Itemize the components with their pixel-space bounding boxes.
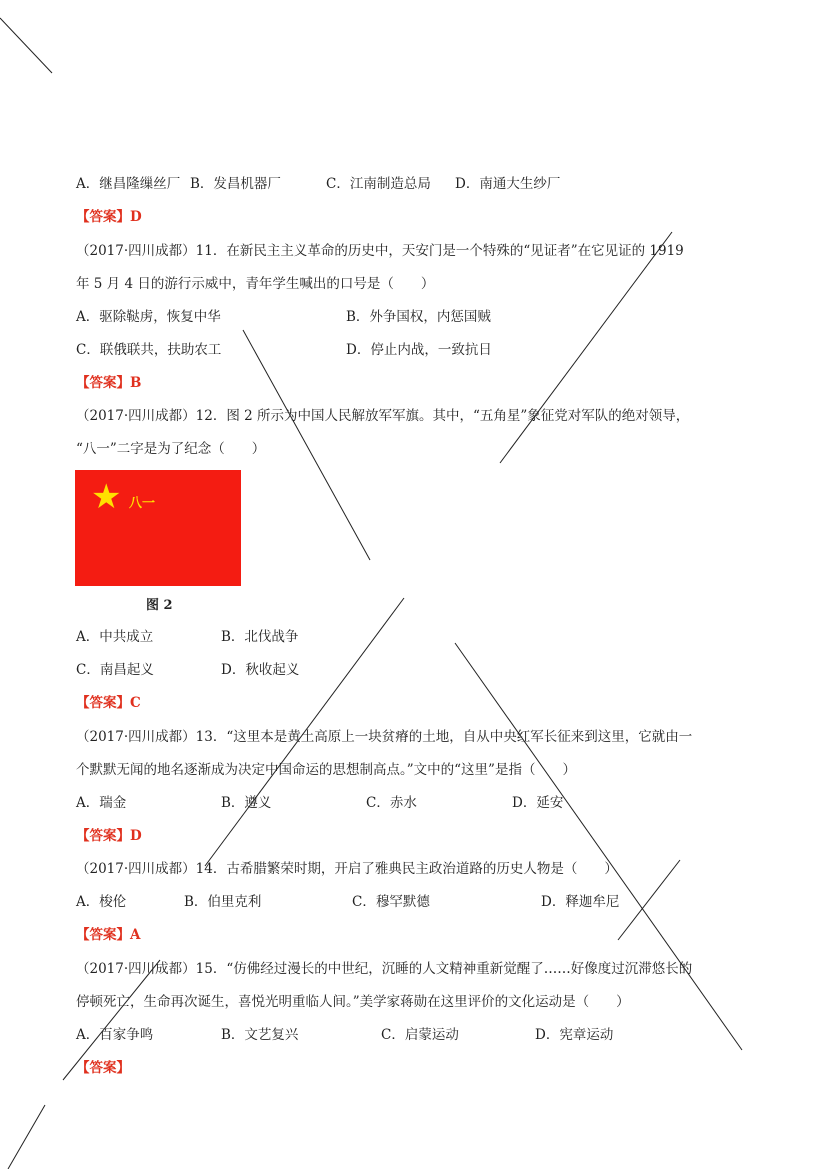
- q15-option-c: C．启蒙运动: [381, 1027, 459, 1043]
- q14-option-c: C．穆罕默德: [352, 894, 430, 910]
- q10-answer: 【答案】D: [76, 209, 142, 225]
- q15-answer: 【答案】: [76, 1060, 130, 1076]
- q15-stem-line1: （2017·四川成都）15．“仿佛经过漫长的中世纪，沉睡的人文精神重新觉醒了……好像度过沉滞悠长的: [76, 961, 693, 977]
- q11-option-d: D．停止内战，一致抗日: [346, 342, 492, 358]
- q15-option-a: A．百家争鸣: [76, 1027, 154, 1043]
- q12-option-b: B．北伐战争: [221, 629, 299, 645]
- q11-stem-line2: 年 5 月 4 日的游行示威中，青年学生喊出的口号是（ ）: [76, 276, 435, 292]
- q14-option-a: A．梭伦: [76, 894, 127, 910]
- q10-option-d: D．南通大生纱厂: [455, 176, 561, 192]
- q10-option-c: C．江南制造总局: [326, 176, 431, 192]
- q15-option-b: B．文艺复兴: [221, 1027, 299, 1043]
- q13-option-b: B．遵义: [221, 795, 272, 811]
- q13-answer: 【答案】D: [76, 828, 142, 844]
- q13-option-d: D．延安: [512, 795, 564, 811]
- q12-option-a: A．中共成立: [76, 629, 154, 645]
- q14-option-b: B．伯里克利: [184, 894, 262, 910]
- q14-answer: 【答案】A: [76, 927, 141, 943]
- q13-option-c: C．赤水: [366, 795, 417, 811]
- q11-option-c: C．联俄联共，扶助农工: [76, 342, 222, 358]
- q13-stem-line2: 个默默无闻的地名逐渐成为决定中国命运的思想制高点。”文中的“这里”是指（ ）: [76, 762, 576, 778]
- q12-option-d: D．秋收起义: [221, 662, 300, 678]
- q15-option-d: D．宪章运动: [535, 1027, 614, 1043]
- q15-stem-line2: 停顿死亡，生命再次诞生，喜悦光明重临人间。”美学家蒋勋在这里评价的文化运动是（ ）: [76, 994, 630, 1010]
- q14-stem-line1: （2017·四川成都）14．古希腊繁荣时期，开启了雅典民主政治道路的历史人物是（ ）: [76, 861, 618, 877]
- q11-option-a: A．驱除鞑虏，恢复中华: [76, 309, 221, 325]
- figure-caption: 图 2: [146, 598, 173, 613]
- q13-option-a: A．瑞金: [76, 795, 127, 811]
- q13-stem-line1: （2017·四川成都）13．“这里本是黄土高原上一块贫瘠的土地，自从中央红军长征来到这里，它就由一: [76, 729, 693, 745]
- q11-stem-line1: （2017·四川成都）11．在新民主主义革命的历史中，天安门是一个特殊的“见证者”在它见证的 1919: [76, 243, 684, 259]
- q12-answer: 【答案】C: [76, 695, 141, 711]
- q12-stem-line1: （2017·四川成都）12．图 2 所示为中国人民解放军军旗。其中，“五角星”象征党对军队的绝对领导，: [76, 408, 690, 424]
- star-icon: ★: [91, 477, 122, 517]
- pla-flag-image: [75, 470, 241, 586]
- q12-stem-line2: “八一”二字是为了纪念（ ）: [76, 441, 266, 457]
- flag-text: 八一: [129, 496, 156, 511]
- q10-option-b: B．发昌机器厂: [190, 176, 281, 192]
- q12-option-c: C．南昌起义: [76, 662, 154, 678]
- q10-option-a: A．继昌隆缫丝厂: [76, 176, 181, 192]
- q14-option-d: D．释迦牟尼: [541, 894, 620, 910]
- q11-answer: 【答案】B: [76, 375, 142, 391]
- q11-option-b: B．外争国权，内惩国贼: [346, 309, 491, 325]
